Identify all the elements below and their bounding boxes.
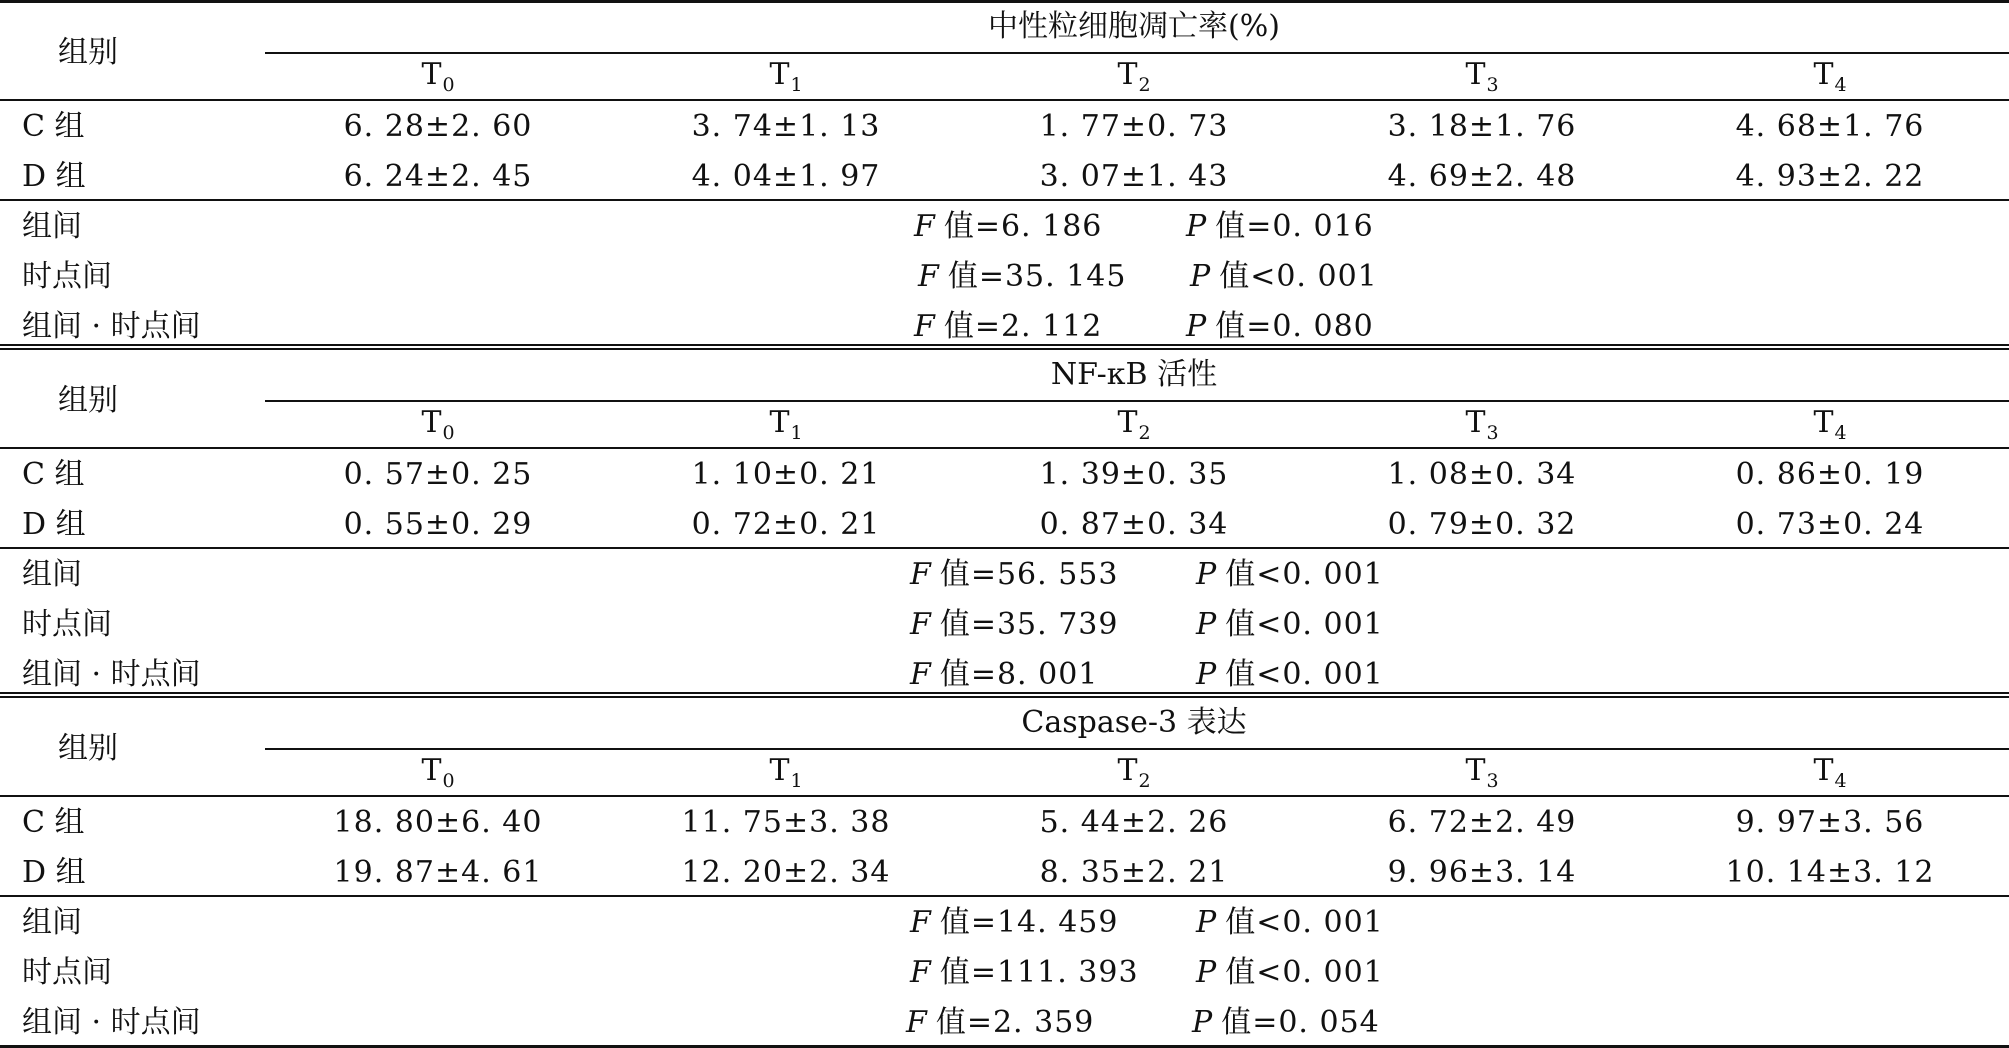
timepoint-base: T [421,405,442,440]
section-separator-rule [0,344,2009,346]
table-cell-value: 8. 35±2. 21 [1039,855,1229,890]
value-word: 值 [939,955,971,990]
group-column-header: 组别 [58,35,118,70]
table-cell-value: 4. 69±2. 48 [1387,159,1577,194]
f-value: =111. 393 [970,955,1139,990]
stat-row-label: 组间 · 时点间 [22,309,201,344]
timepoint-subscript: 2 [1138,422,1151,444]
table-cell-value: 1. 10±0. 21 [691,457,881,492]
timepoint-base: T [1465,57,1486,92]
f-statistic [910,955,1139,990]
table-cell-value: 0. 79±0. 32 [1387,507,1577,542]
table-cell-value: 10. 14±3. 12 [1725,855,1935,890]
timepoint-header [1117,57,1151,96]
value-word: 值 [1221,1005,1253,1040]
timepoint-subscript: 3 [1486,770,1499,792]
row-group-label: C 组 [22,109,85,144]
data-bottom-rule [0,199,2009,201]
f-value: =35. 145 [978,259,1127,294]
row-group-label: C 组 [22,805,85,840]
f-value: =56. 553 [970,557,1119,592]
timepoint-subscript: 2 [1138,74,1151,96]
row-group-label: D 组 [22,507,86,542]
section-separator-rule [0,696,2009,698]
p-value-statistic [1196,607,1384,642]
table-cell-value: 4. 68±1. 76 [1735,109,1925,144]
header-span-rule [265,400,2009,402]
timepoint-subscript: 4 [1834,770,1847,792]
table-cell-value: 6. 72±2. 49 [1387,805,1577,840]
value-word: 值 [943,309,975,344]
f-statistic [910,557,1119,592]
table-cell-value: 1. 39±0. 35 [1039,457,1229,492]
stat-row-label: 组间 · 时点间 [22,657,201,692]
table-cell-value: 0. 87±0. 34 [1039,507,1229,542]
p-symbol: P [1192,1005,1214,1040]
value-word: 值 [1219,259,1251,294]
f-value: =8. 001 [970,657,1099,692]
f-symbol: F [910,955,932,990]
row-group-label: C 组 [22,457,85,492]
f-symbol: F [906,1005,928,1040]
p-value: =0. 054 [1252,1005,1380,1040]
timepoint-subscript: 0 [442,422,455,444]
timepoint-subscript: 1 [790,74,803,96]
table-cell-value: 3. 18±1. 76 [1387,109,1577,144]
value-word: 值 [1225,955,1257,990]
p-value: <0. 001 [1256,557,1384,592]
timepoint-header [1465,57,1499,96]
value-word: 值 [943,209,975,244]
section-title: 中性粒细胞凋亡率(%) [988,9,1280,44]
header-bottom-rule [0,795,2009,797]
p-symbol: P [1196,557,1218,592]
table-cell-value: 9. 97±3. 56 [1735,805,1925,840]
f-statistic [918,259,1127,294]
timepoint-base: T [769,405,790,440]
value-word: 值 [1225,557,1257,592]
f-statistic [914,309,1103,344]
row-group-label: D 组 [22,159,86,194]
f-statistic [914,209,1103,244]
p-value-statistic [1186,209,1374,244]
f-symbol: F [914,209,936,244]
timepoint-header [421,57,455,96]
p-value-statistic [1196,557,1384,592]
table-cell-value: 6. 24±2. 45 [343,159,533,194]
table-cell-value: 0. 73±0. 24 [1735,507,1925,542]
table-cell-value: 0. 57±0. 25 [343,457,533,492]
group-column-header: 组别 [58,383,118,418]
stat-row-label: 时点间 [22,955,112,990]
p-value: =0. 016 [1246,209,1374,244]
timepoint-subscript: 1 [790,770,803,792]
timepoint-base: T [769,57,790,92]
timepoint-base: T [1117,753,1138,788]
stat-row-label: 组间 [22,209,82,244]
table-cell-value: 6. 28±2. 60 [343,109,533,144]
table-cell-value: 3. 74±1. 13 [691,109,881,144]
timepoint-subscript: 2 [1138,770,1151,792]
p-value: <0. 001 [1256,905,1384,940]
value-word: 值 [1215,309,1247,344]
table-cell-value: 4. 04±1. 97 [691,159,881,194]
p-symbol: P [1190,259,1212,294]
f-value: =2. 359 [966,1005,1095,1040]
timepoint-base: T [1117,57,1138,92]
timepoint-base: T [421,753,442,788]
p-value: <0. 001 [1256,657,1384,692]
timepoint-subscript: 4 [1834,422,1847,444]
f-value: =6. 186 [974,209,1103,244]
p-symbol: P [1196,905,1218,940]
value-word: 值 [1225,607,1257,642]
f-symbol: F [910,607,932,642]
value-word: 值 [935,1005,967,1040]
f-symbol: F [910,905,932,940]
p-value: <0. 001 [1250,259,1378,294]
header-bottom-rule [0,99,2009,101]
timepoint-header [1465,753,1499,792]
f-value: =14. 459 [970,905,1119,940]
timepoint-subscript: 4 [1834,74,1847,96]
p-value-statistic [1186,309,1374,344]
timepoint-header [1813,405,1847,444]
p-symbol: P [1186,209,1208,244]
f-statistic [910,657,1099,692]
timepoint-subscript: 1 [790,422,803,444]
timepoint-base: T [1813,405,1834,440]
f-value: =35. 739 [970,607,1119,642]
timepoint-base: T [1465,405,1486,440]
timepoint-subscript: 3 [1486,422,1499,444]
p-symbol: P [1196,607,1218,642]
timepoint-header [421,405,455,444]
header-span-rule [265,748,2009,750]
table-top-rule [0,0,2009,3]
stat-row-label: 组间 · 时点间 [22,1005,201,1040]
timepoint-header [1813,753,1847,792]
f-statistic [910,905,1119,940]
table-cell-value: 1. 77±0. 73 [1039,109,1229,144]
data-bottom-rule [0,547,2009,549]
header-bottom-rule [0,447,2009,449]
table-cell-value: 5. 44±2. 26 [1039,805,1229,840]
stat-row-label: 组间 [22,557,82,592]
f-symbol: F [910,557,932,592]
table-cell-value: 0. 86±0. 19 [1735,457,1925,492]
table-cell-value: 3. 07±1. 43 [1039,159,1229,194]
timepoint-header [1465,405,1499,444]
table-cell-value: 18. 80±6. 40 [333,805,543,840]
p-symbol: P [1196,657,1218,692]
table-cell-value: 19. 87±4. 61 [333,855,543,890]
row-group-label: D 组 [22,855,86,890]
value-word: 值 [1215,209,1247,244]
f-symbol: F [914,309,936,344]
table-cell-value: 1. 08±0. 34 [1387,457,1577,492]
data-bottom-rule [0,895,2009,897]
f-symbol: F [910,657,932,692]
stat-row-label: 组间 [22,905,82,940]
section-separator-rule [0,692,2009,694]
table-cell-value: 4. 93±2. 22 [1735,159,1925,194]
table-cell-value: 0. 55±0. 29 [343,507,533,542]
p-value-statistic [1196,905,1384,940]
p-symbol: P [1186,309,1208,344]
timepoint-base: T [421,57,442,92]
timepoint-header [1813,57,1847,96]
value-word: 值 [1225,905,1257,940]
timepoint-subscript: 3 [1486,74,1499,96]
group-column-header: 组别 [58,731,118,766]
p-symbol: P [1196,955,1218,990]
p-value: <0. 001 [1256,607,1384,642]
p-value-statistic [1190,259,1378,294]
p-value-statistic [1196,657,1384,692]
timepoint-base: T [1813,57,1834,92]
f-value: =2. 112 [974,309,1103,344]
value-word: 值 [939,905,971,940]
value-word: 值 [939,657,971,692]
f-statistic [910,607,1119,642]
value-word: 值 [939,607,971,642]
value-word: 值 [1225,657,1257,692]
timepoint-header [1117,753,1151,792]
header-span-rule [265,52,2009,54]
timepoint-header [769,753,803,792]
timepoint-base: T [769,753,790,788]
value-word: 值 [947,259,979,294]
timepoint-base: T [1813,753,1834,788]
section-title: Caspase-3 表达 [1021,705,1247,740]
timepoint-subscript: 0 [442,74,455,96]
f-statistic [906,1005,1095,1040]
table-cell-value: 12. 20±2. 34 [681,855,891,890]
timepoint-header [421,753,455,792]
timepoint-base: T [1117,405,1138,440]
timepoint-subscript: 0 [442,770,455,792]
section-title: NF-κB 活性 [1050,357,1218,392]
p-value: <0. 001 [1256,955,1384,990]
table-cell-value: 9. 96±3. 14 [1387,855,1577,890]
p-value-statistic [1192,1005,1380,1040]
table-cell-value: 0. 72±0. 21 [691,507,881,542]
p-value-statistic [1196,955,1384,990]
value-word: 值 [939,557,971,592]
table-cell-value: 11. 75±3. 38 [681,805,891,840]
p-value: =0. 080 [1246,309,1374,344]
stat-row-label: 时点间 [22,607,112,642]
stat-row-label: 时点间 [22,259,112,294]
timepoint-header [1117,405,1151,444]
timepoint-header [769,405,803,444]
f-symbol: F [918,259,940,294]
section-separator-rule [0,348,2009,350]
timepoint-base: T [1465,753,1486,788]
timepoint-header [769,57,803,96]
